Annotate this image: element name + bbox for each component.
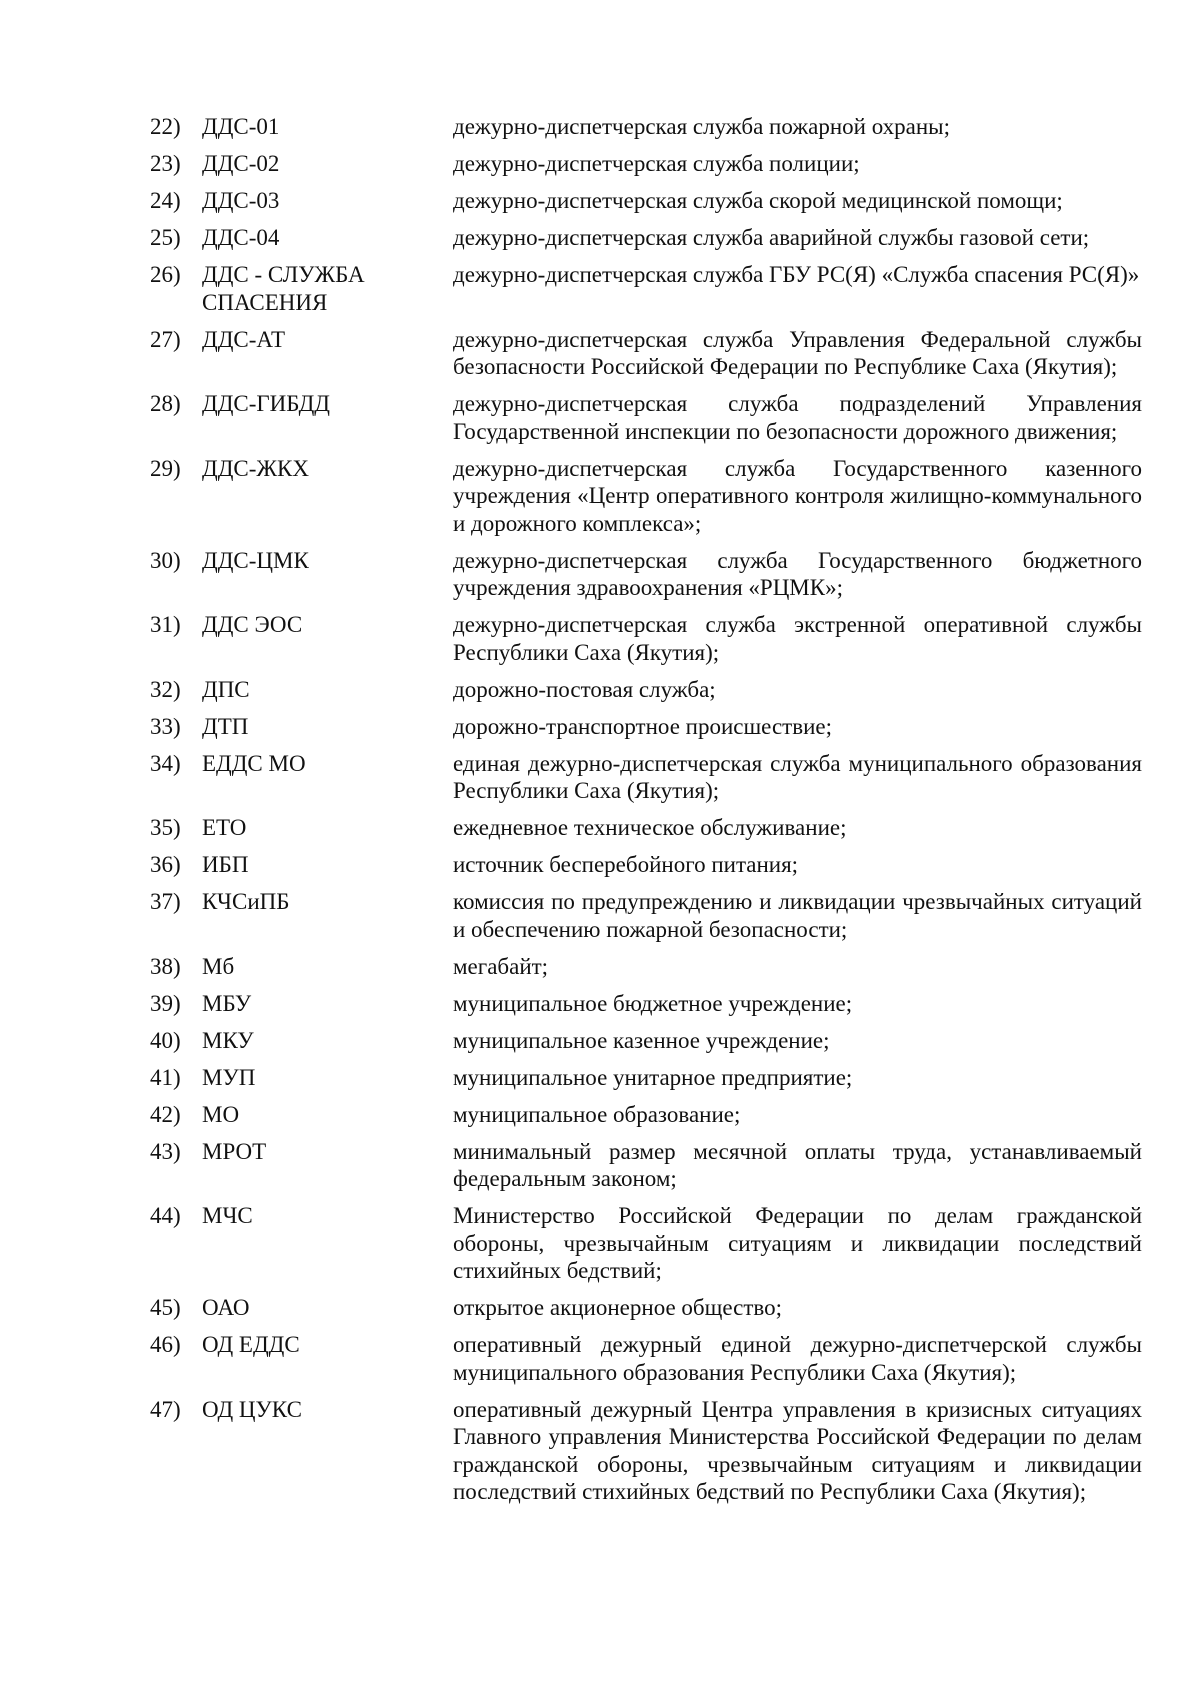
list-item <box>150 750 1142 805</box>
abbreviation-term: ОД ЦУКС <box>202 1396 302 1422</box>
abbreviation-term: ДДС-ЖКХ <box>202 455 309 481</box>
abbreviation-term: Мб <box>202 953 235 979</box>
list-item <box>150 1101 1142 1129</box>
abbreviation-definition: дежурно-диспетчерская служба ГБУ РС(Я) «Служба спасения РС(Я)» <box>453 262 1140 287</box>
item-number: 23) <box>150 151 181 176</box>
item-number: 24) <box>150 188 181 213</box>
list-item <box>150 888 1142 943</box>
abbreviation-definition: дежурно-диспетчерская служба Государственного казенного учреждения «Центр оперативного контроля жилищно-коммунального и дорожного комплекса»; <box>453 455 1142 536</box>
abbreviation-term: МКУ <box>202 1027 254 1053</box>
item-number: 35) <box>150 815 181 840</box>
abbreviation-definition: дежурно-диспетчерская служба экстренной оперативной службы Республики Саха (Якутия); <box>453 612 1142 665</box>
item-number: 40) <box>150 1027 181 1053</box>
abbreviation-definition: оперативный дежурный единой дежурно-диспетчерской службы муниципального образования Республики Саха (Якутия); <box>453 1332 1142 1385</box>
abbreviation-term: КЧСиПБ <box>202 889 290 914</box>
abbreviation-definition: открытое акционерное общество; <box>453 1295 782 1320</box>
list-item <box>150 953 1142 981</box>
abbreviation-definition: дежурно-диспетчерская служба аварийной службы газовой сети; <box>453 225 1090 250</box>
item-number: 43) <box>150 1138 181 1164</box>
abbreviation-term <box>202 261 453 316</box>
list-item <box>150 611 1142 666</box>
item-number: 44) <box>150 1203 181 1228</box>
abbreviation-definition: источник бесперебойного питания; <box>453 852 799 877</box>
abbreviation-definition: единая дежурно-диспетчерская служба муниципального образования Республики Саха (Якутия); <box>453 750 1142 803</box>
list-item <box>150 224 1142 252</box>
abbreviation-term-text: ДДС - СЛУЖБА СПАСЕНИЯ <box>202 262 365 315</box>
list-item <box>150 851 1142 879</box>
list-item <box>150 187 1142 215</box>
abbreviation-term: ДДС-02 <box>202 151 280 176</box>
item-number: 45) <box>150 1295 181 1320</box>
item-number: 30) <box>150 547 181 573</box>
abbreviation-definition: Министерство Российской Федерации по делам гражданской обороны, чрезвычайным ситуациям и ликвидации последствий стихийных бедствий; <box>453 1203 1142 1283</box>
abbreviation-term: ДДС-ГИБДД <box>202 391 330 416</box>
abbreviation-term: ДТП <box>202 713 249 739</box>
abbreviation-term: ДДС-04 <box>202 225 280 250</box>
item-number: 38) <box>150 953 181 979</box>
item-number: 32) <box>150 676 181 702</box>
abbreviation-term: ДПС <box>202 676 250 702</box>
abbreviation-definition: муниципальное казенное учреждение; <box>453 1027 830 1053</box>
abbreviation-definition: дежурно-диспетчерская служба Управления Федеральной службы безопасности Российской Федерации по Республике Саха (Якутия); <box>453 326 1142 379</box>
item-number: 37) <box>150 889 181 914</box>
abbreviation-definition: дежурно-диспетчерская служба пожарной охраны; <box>453 114 951 139</box>
item-number: 46) <box>150 1332 181 1357</box>
abbreviation-list <box>150 113 1142 1515</box>
item-number: 26) <box>150 262 181 287</box>
item-number: 33) <box>150 713 181 739</box>
abbreviation-term: ИБП <box>202 852 249 877</box>
abbreviation-definition: муниципальное унитарное предприятие; <box>453 1064 853 1090</box>
list-item <box>150 1027 1142 1055</box>
abbreviation-definition: дежурно-диспетчерская служба Государственного бюджетного учреждения здравоохранения «РЦМК»; <box>453 547 1142 600</box>
abbreviation-definition: дежурно-диспетчерская служба скорой медицинской помощи; <box>453 188 1063 213</box>
abbreviation-term: МЧС <box>202 1203 253 1228</box>
list-item <box>150 814 1142 842</box>
list-item <box>150 547 1142 602</box>
list-item <box>150 261 1142 316</box>
item-number: 27) <box>150 326 181 352</box>
item-number: 34) <box>150 750 181 776</box>
abbreviation-term: МБУ <box>202 990 252 1016</box>
item-number: 47) <box>150 1396 181 1422</box>
list-item <box>150 713 1142 741</box>
item-number: 25) <box>150 225 181 250</box>
abbreviation-definition: мегабайт; <box>453 953 549 979</box>
item-number: 42) <box>150 1101 181 1127</box>
list-item <box>150 990 1142 1018</box>
list-item <box>150 1138 1142 1193</box>
abbreviation-definition: минимальный размер месячной оплаты труда, устанавливаемый федеральным законом; <box>453 1138 1142 1191</box>
list-item <box>150 455 1142 538</box>
abbreviation-definition: ежедневное техническое обслуживание; <box>453 815 847 840</box>
abbreviation-term: ДДС-03 <box>202 188 280 213</box>
abbreviation-term: ДДС-01 <box>202 114 280 139</box>
abbreviation-definition: дежурно-диспетчерская служба подразделений Управления Государственной инспекции по безопасности дорожного движения; <box>453 391 1142 444</box>
abbreviation-definition: дежурно-диспетчерская служба полиции; <box>453 151 860 176</box>
list-item <box>150 326 1142 381</box>
abbreviation-definition: комиссия по предупреждению и ликвидации чрезвычайных ситуаций и обеспечению пожарной безопасности; <box>453 889 1142 942</box>
list-item <box>150 113 1142 141</box>
abbreviation-term: МУП <box>202 1064 256 1090</box>
item-number: 28) <box>150 391 181 416</box>
item-number: 29) <box>150 455 181 481</box>
list-item <box>150 1202 1142 1285</box>
item-number: 39) <box>150 990 181 1016</box>
abbreviation-term: ДДС-ЦМК <box>202 547 309 573</box>
item-number: 22) <box>150 114 181 139</box>
abbreviation-term: ОАО <box>202 1295 250 1320</box>
abbreviation-term: ЕТО <box>202 815 247 840</box>
item-number: 31) <box>150 612 181 637</box>
abbreviation-definition: дорожно-транспортное происшествие; <box>453 713 832 739</box>
abbreviation-definition: оперативный дежурный Центра управления в кризисных ситуациях Главного управления Министерства Российской Федерации по делам гражданской обороны, чрезвычайным ситуациям и ликвидации последствий стихийных бедствий по Республики Саха (Якутия); <box>453 1396 1142 1504</box>
abbreviation-term: ДДС ЭОС <box>202 612 303 637</box>
abbreviation-definition: дорожно-постовая служба; <box>453 676 716 702</box>
list-item <box>150 390 1142 445</box>
item-number: 41) <box>150 1064 181 1090</box>
list-item <box>150 150 1142 178</box>
list-item <box>150 1331 1142 1386</box>
list-item <box>150 1064 1142 1092</box>
abbreviation-term: ЕДДС МО <box>202 750 306 776</box>
abbreviation-term: ДДС-АТ <box>202 326 286 352</box>
abbreviation-term: ОД ЕДДС <box>202 1332 300 1357</box>
list-item <box>150 1396 1142 1506</box>
list-item <box>150 676 1142 704</box>
abbreviation-term: МРОТ <box>202 1138 267 1164</box>
abbreviation-definition: муниципальное бюджетное учреждение; <box>453 990 853 1016</box>
abbreviation-definition: муниципальное образование; <box>453 1101 741 1127</box>
item-number: 36) <box>150 852 181 877</box>
list-item <box>150 1294 1142 1322</box>
abbreviation-term: МО <box>202 1101 240 1127</box>
